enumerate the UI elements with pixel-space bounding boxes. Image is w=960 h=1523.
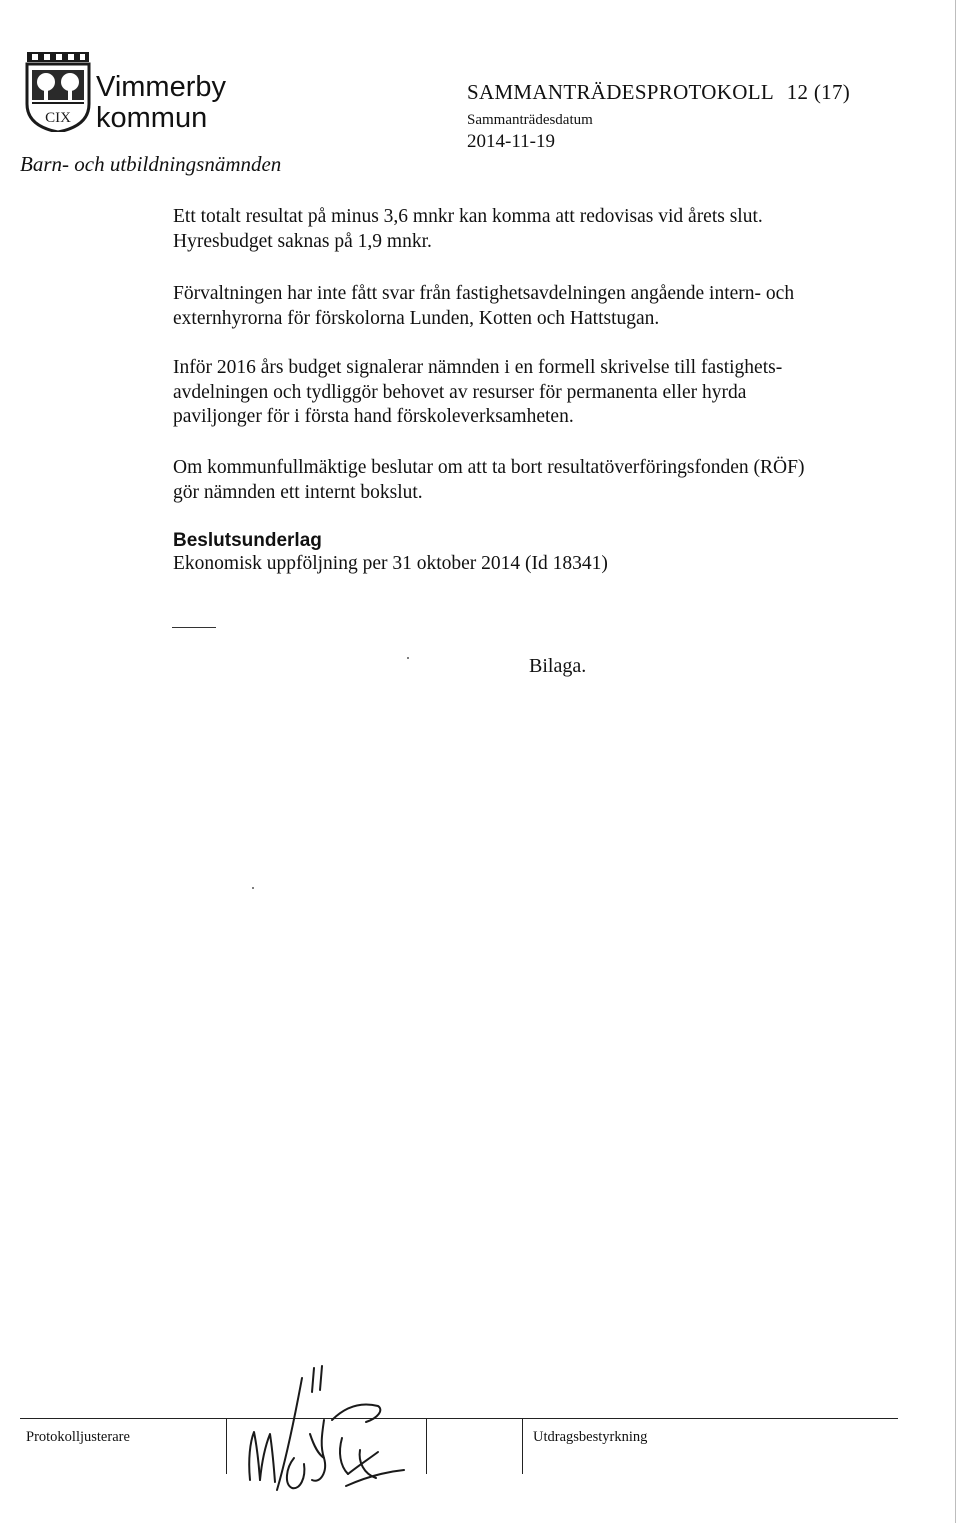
paragraph-line: Hyresbudget saknas på 1,9 mnkr. (173, 230, 432, 252)
document-title (467, 80, 850, 105)
org-name-line2: kommun (96, 102, 208, 134)
page-edge (955, 0, 956, 1523)
paragraph-line: paviljonger för i första hand förskoleverksamheten. (173, 406, 574, 427)
meeting-date-label: Sammanträdesdatum (467, 112, 593, 128)
adjuster-label: Protokolljusterare (26, 1429, 130, 1445)
paragraph-result (173, 205, 873, 254)
footer-rule (20, 1418, 898, 1419)
scan-speck (252, 887, 254, 889)
paragraph-budget-2016 (173, 356, 873, 430)
paragraph-line: externhyrorna för förskolorna Lunden, Kotten och Hattstugan. (173, 307, 660, 329)
paragraph-line: Inför 2016 års budget signalerar nämnden i en formell skrivelse till fastighets- (173, 357, 783, 378)
footer-divider (522, 1418, 523, 1474)
scan-speck (407, 657, 409, 659)
separator-dash (172, 627, 216, 628)
municipal-coat-of-arms-icon (24, 52, 92, 132)
paragraph-line: Om kommunfullmäktige beslutar om att ta bort resultatöverföringsfonden (RÖF) (173, 457, 805, 478)
paragraph-rof (173, 456, 873, 505)
paragraph-line: avdelningen och tydliggör behovet av resurser för permanenta eller hyrda (173, 381, 747, 403)
organization-name (96, 72, 226, 134)
extract-label: Utdragsbestyrkning (533, 1429, 648, 1445)
handwritten-signature-icon (228, 1362, 428, 1502)
page-number: 12 (17) (786, 80, 851, 104)
document-type: SAMMANTRÄDESPROTOKOLL (467, 80, 774, 104)
org-name-line1: Vimmerby (96, 71, 226, 103)
attachment-label: Bilaga. (529, 655, 587, 677)
footer-divider (226, 1418, 227, 1474)
department-name: Barn- och utbildningsnämnden (20, 152, 282, 176)
crest-letters: CIX (45, 110, 71, 126)
paragraph-rent (173, 282, 873, 331)
basis-heading: Beslutsunderlag (173, 530, 322, 551)
meeting-date: 2014-11-19 (467, 131, 555, 152)
paragraph-line: Ett totalt resultat på minus 3,6 mnkr kan komma att redovisas vid årets slut. (173, 206, 763, 227)
paragraph-line: gör nämnden ett internt bokslut. (173, 481, 423, 503)
paragraph-line: Förvaltningen har inte fått svar från fastighetsavdelningen angående intern- och (173, 283, 795, 304)
basis-text: Ekonomisk uppföljning per 31 oktober 2014 (Id 18341) (173, 553, 608, 574)
